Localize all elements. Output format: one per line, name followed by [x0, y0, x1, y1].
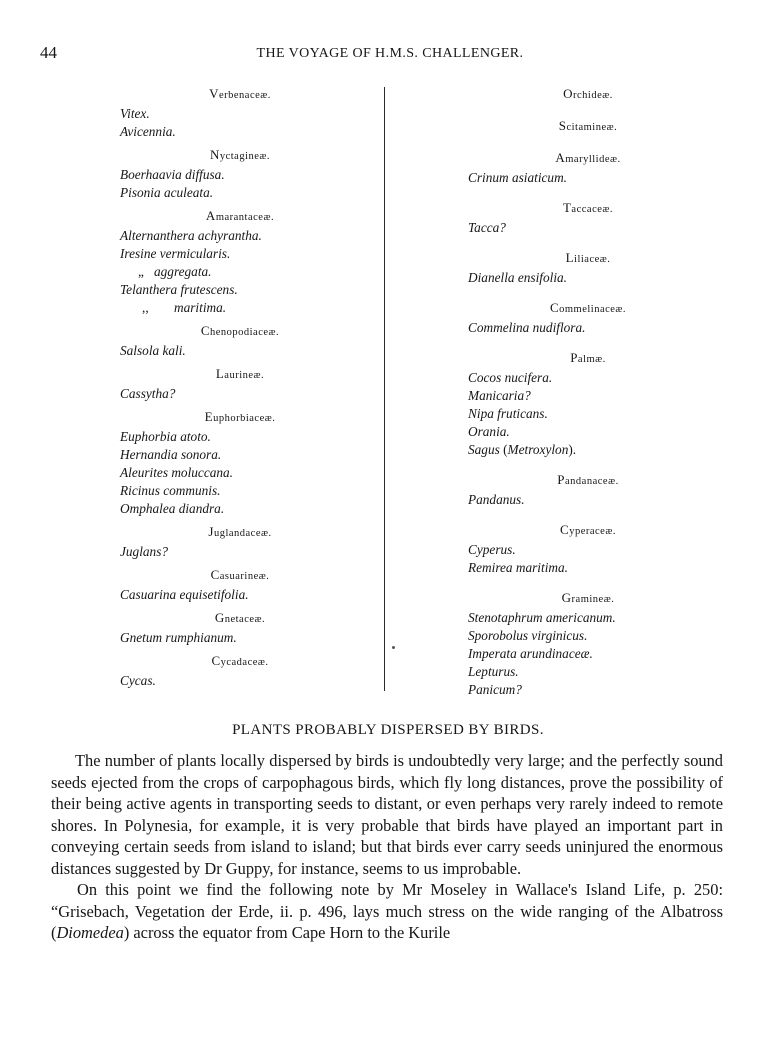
genus-item: Sagus (Metroxylon). [468, 442, 577, 457]
genus-item: Salsola kali. [120, 343, 186, 358]
section-title: PLANTS PROBABLY DISPERSED BY BIRDS. [232, 722, 544, 738]
family-heading: Orchideæ. [563, 86, 613, 101]
genus-item: Cassytha? [120, 386, 176, 401]
genus-synonym: (Metroxylon). [503, 442, 577, 457]
page-number: 44 [40, 43, 57, 62]
family-heading: Euphorbiaceæ. [204, 409, 276, 424]
ditto-mark: „ [138, 264, 144, 279]
family-heading: Laurineæ. [215, 366, 265, 381]
family-heading: Nyctagineæ. [209, 147, 271, 162]
genus-item: Iresine vermicularis. [120, 246, 231, 261]
body-text [51, 750, 723, 944]
family-heading: Gnetaceæ. [214, 610, 266, 625]
genus-item: Pandanus. [468, 492, 525, 507]
family-heading: Cyperaceæ. [560, 522, 616, 537]
genus-item: Telanthera frutescens. [120, 282, 238, 297]
family-heading: Chenopodiaceæ. [200, 323, 280, 338]
genus-item: Remirea maritima. [468, 560, 568, 575]
italic-term: Diomedea [56, 923, 124, 942]
family-heading: Gramineæ. [561, 590, 615, 605]
genus-item: Imperata arundinaceæ. [468, 646, 593, 661]
genus-item: Stenotaphrum americanum. [468, 610, 616, 625]
page-header [40, 43, 740, 67]
paragraph: The number of plants locally dispersed by birds is undoubtedly very large; and the perfectly sound seeds ejected from the crops of carpophagous birds, which fly long distances, prove the possibility of their being active agents in transporting seeds to distant, or even perhaps very rarely indeed to remote shores. In Polynesia, for example, it is very probable that birds have played an important part in conveying certain seeds from island to island; but that birds ever carry seeds uninjured the enormous distances suggested by Dr Guppy, for instance, seems to us improbable. [51, 751, 723, 878]
family-heading: Casuarineæ. [210, 567, 270, 582]
genus-item: Boerhaavia diffusa. [120, 167, 225, 182]
ditto-mark: ,, [142, 300, 149, 315]
genus-item: Juglans? [120, 544, 169, 559]
genus-item: Pisonia aculeata. [120, 185, 214, 200]
genus-item: Sporobolus virginicus. [468, 628, 588, 643]
family-heading: Palmæ. [570, 350, 606, 365]
genus-item: Nipa fruticans. [468, 406, 548, 421]
genus-item: Tacca? [468, 220, 506, 235]
family-heading: Amarantaceæ. [205, 208, 275, 223]
genus-item: Alternanthera achyrantha. [120, 228, 262, 243]
stray-mark [392, 646, 395, 649]
genus-item: Cocos nucifera. [468, 370, 553, 385]
genus-item: „ aggregata. [138, 264, 212, 279]
genus-item: Euphorbia atoto. [120, 429, 211, 444]
genus-item: Dianella ensifolia. [468, 270, 567, 285]
genus-item: Lepturus. [468, 664, 519, 679]
family-heading: Amaryllideæ. [555, 150, 621, 165]
family-heading: Scitamineæ. [558, 118, 618, 133]
genus-item: Orania. [468, 424, 510, 439]
genus-item: Ricinus communis. [120, 483, 221, 498]
genus-item: Manicaria? [468, 388, 531, 403]
genus-item: Commelina nudiflora. [468, 320, 586, 335]
genus-item: Cyperus. [468, 542, 516, 557]
running-title: THE VOYAGE OF H.M.S. CHALLENGER. [256, 46, 524, 61]
family-heading: Commelinaceæ. [549, 300, 627, 315]
genus-item: Omphalea diandra. [120, 501, 225, 516]
left-plant-column [120, 85, 360, 690]
genus-item: Cycas. [120, 673, 156, 688]
column-divider [384, 87, 385, 691]
genus-item: Aleurites moluccana. [120, 465, 233, 480]
genus-item: Casuarina equisetifolia. [120, 587, 249, 602]
family-heading: Taccaceæ. [562, 200, 614, 215]
genus-item: Panicum? [468, 682, 522, 697]
family-heading: Verbenaceæ. [209, 86, 271, 101]
family-heading: Cycadaceæ. [211, 653, 269, 668]
genus-item: Vitex. [120, 106, 150, 121]
right-plant-column [468, 85, 708, 699]
family-heading: Juglandaceæ. [208, 524, 272, 539]
genus-item: Hernandia sonora. [120, 447, 222, 462]
genus-item: Crinum asiaticum. [468, 170, 567, 185]
paragraph: On this point we find the following note by Mr Moseley in Wallace's Island Life, p. 250: “Grisebach, Vegetation der Erde, ii. p. 496, lays much stress on the wide ranging of the Albatross (Diomedea) across the equator from Cape Horn to the Kurile [51, 880, 723, 942]
genus-item: Gnetum rumphianum. [120, 630, 237, 645]
family-heading: Liliaceæ. [565, 250, 611, 265]
genus-item: Avicennia. [120, 124, 176, 139]
family-heading: Pandanaceæ. [557, 472, 619, 487]
genus-item: ,, maritima. [142, 300, 227, 315]
